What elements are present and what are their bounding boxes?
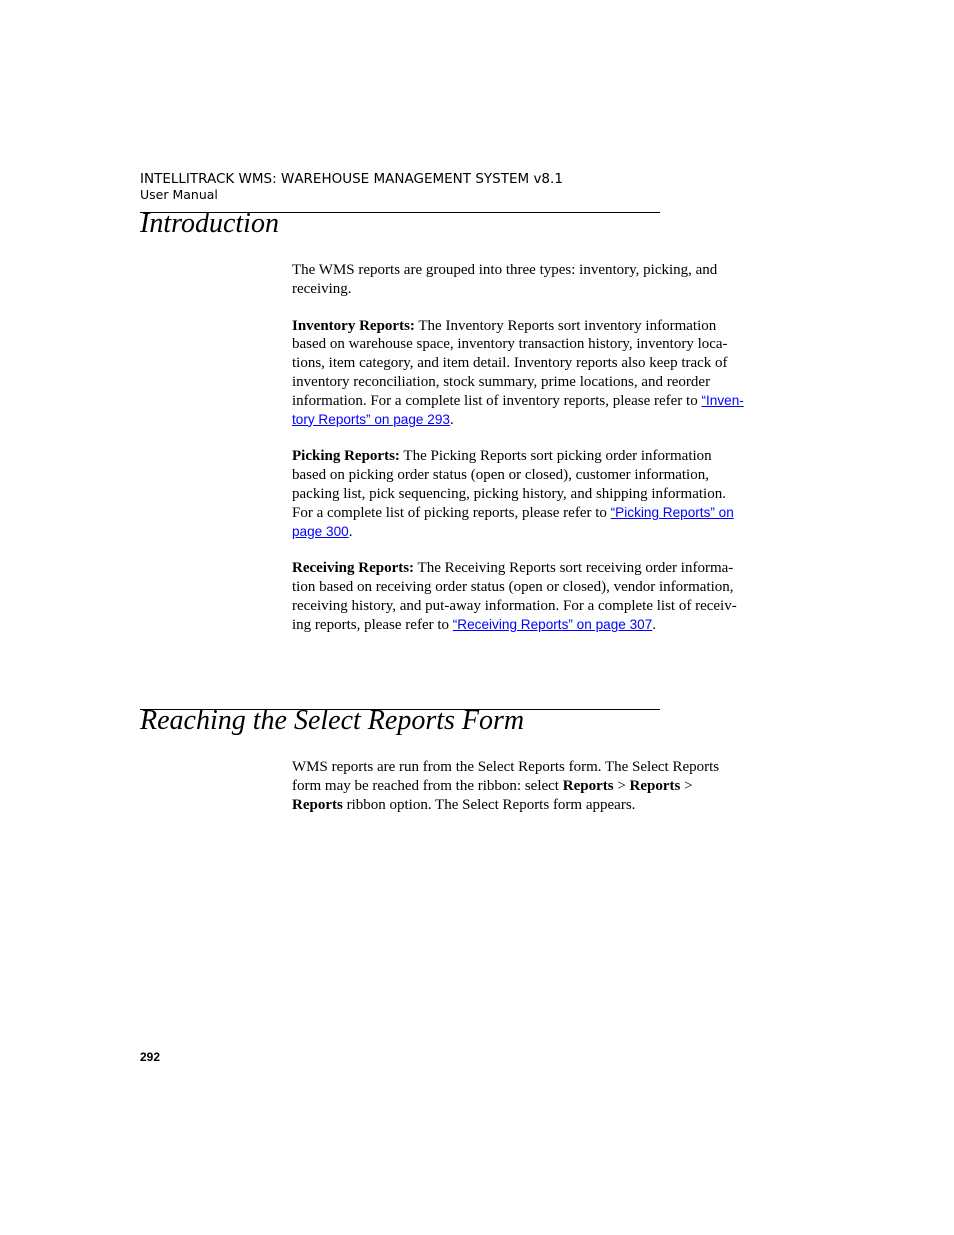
inventory-reports-link[interactable]: “Inven- [701, 392, 744, 408]
receiving-reports-label: Receiving Reports: [292, 560, 415, 577]
ribbon-tab-reports: Reports [562, 777, 614, 794]
picking-reports-label: Picking Reports: [292, 448, 400, 465]
reaching-body [292, 758, 762, 832]
receiving-reports-link[interactable]: “Receiving Reports” on page 307 [452, 616, 653, 632]
ribbon-group-reports: Reports [629, 777, 681, 794]
introduction-heading: Introduction [140, 208, 279, 239]
inventory-reports-label: Inventory Reports: [292, 317, 415, 334]
reaching-paragraph: WMS reports are run from the Select Reports form. The Select Reports form may be reached from the ribbon: select Reports > Reports > Reports ribbon option. The Select Reports form appears. [292, 759, 720, 813]
inventory-reports-paragraph: Inventory Reports: The Inventory Reports sort inventory information based on warehouse space, inventory transaction history, inventory loca- tions, item category, and item detail. Inventory reports also keep track of inventory reconciliation, stock summary, prime locations, and reorder information. For a complete list of inventory reports, please refer to “Inven- tory Reports” on page 293. [292, 317, 744, 428]
intro-paragraph: The WMS reports are grouped into three types: inventory, picking, and receiving. [292, 262, 718, 297]
inventory-reports-link-continued[interactable]: tory Reports” on page 293 [292, 411, 450, 427]
reaching-heading: Reaching the Select Reports Form [140, 705, 525, 736]
running-header [140, 171, 563, 203]
ribbon-option-reports: Reports [292, 796, 343, 813]
picking-reports-link-continued[interactable]: page 300 [292, 523, 349, 539]
running-header-subtitle: User Manual [140, 187, 218, 202]
picking-reports-paragraph: Picking Reports: The Picking Reports sort picking order information based on picking order status (open or closed), customer information, packing list, pick sequencing, picking history, and shipping information. For a complete list of picking reports, please refer to “Picking Reports” on page 300. [292, 448, 734, 540]
picking-reports-link[interactable]: “Picking Reports” on [610, 504, 734, 520]
introduction-body [292, 261, 762, 653]
running-header-title: INTELLITRACK WMS: WAREHOUSE MANAGEMENT SYSTEM v8.1 [140, 171, 563, 187]
page-number: 292 [140, 1050, 161, 1064]
receiving-reports-paragraph: Receiving Reports: The Receiving Reports sort receiving order informa- tion based on receiving order status (open or closed), vendor information, receiving history, and put-away information. For a complete list of receiv- ing reports, please refer to “Receiving Reports” on page 307. [292, 560, 737, 633]
